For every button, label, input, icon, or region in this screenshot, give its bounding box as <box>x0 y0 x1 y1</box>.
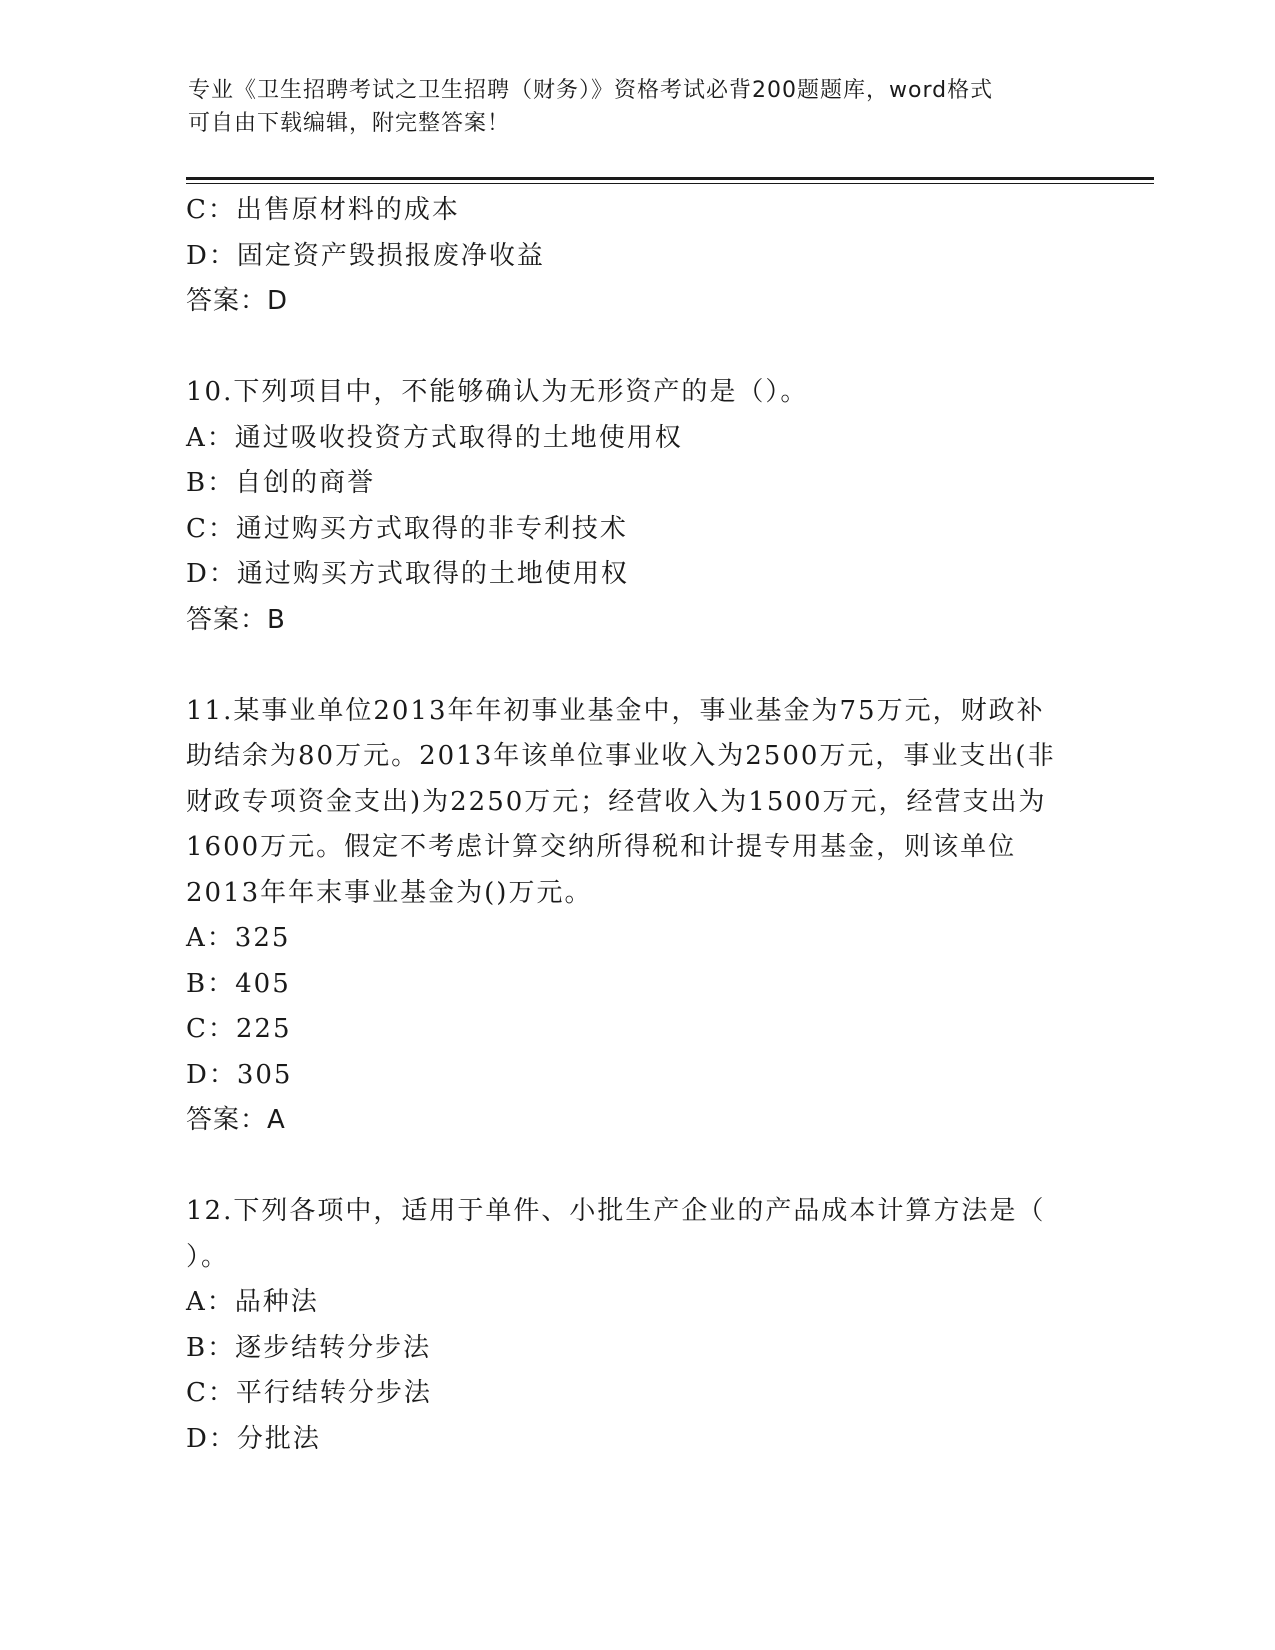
question-stem-line: 2013年年末事业基金为()万元。 <box>186 877 593 908</box>
answer-label: 答案：D <box>186 286 289 316</box>
question-stem-line: 1600万元。假定不考虑计算交纳所得税和计提专用基金，则该单位 <box>186 832 1017 862</box>
option-d: D：分批法 <box>186 1423 321 1454</box>
option-c: C：225 <box>186 1014 292 1044</box>
question-stem-line: 12.下列各项中，适用于单件、小批生产企业的产品成本计算方法是（ <box>186 1196 1046 1226</box>
option-b: B：自创的商誉 <box>186 468 376 498</box>
document-header <box>188 74 1068 140</box>
spacer <box>186 1144 1086 1190</box>
answer-label: 答案：A <box>186 1105 286 1135</box>
option-c: C：出售原材料的成本 <box>186 195 460 225</box>
spacer <box>186 643 1086 689</box>
question-list <box>186 188 1086 1462</box>
option-a: A：品种法 <box>186 1287 319 1317</box>
option-b: B：405 <box>186 968 291 999</box>
option-c: C：通过购买方式取得的非专利技术 <box>186 513 628 544</box>
question-stem-line: 11.某事业单位2013年年初事业基金中，事业基金为75万元，财政补 <box>186 695 1045 726</box>
answer-label: 答案：B <box>186 604 286 635</box>
header-divider-thin <box>186 183 1154 184</box>
option-d: D：通过购买方式取得的土地使用权 <box>186 559 629 589</box>
option-d: D：固定资产毁损报废净收益 <box>186 240 545 271</box>
spacer <box>186 325 1086 371</box>
option-a: A：通过吸收投资方式取得的土地使用权 <box>186 422 683 453</box>
question-stem: 10.下列项目中，不能够确认为无形资产的是（）。 <box>186 377 809 407</box>
question-11 <box>186 689 1086 1144</box>
header-divider-thick <box>186 177 1154 180</box>
question-stem-line: 财政专项资金支出)为2250万元；经营收入为1500万元，经营支出为 <box>186 786 1047 817</box>
question-10 <box>186 370 1086 643</box>
header-title-line-1: 专业《卫生招聘考试之卫生招聘（财务）》资格考试必背200题题库，word格式 <box>188 78 994 103</box>
question-12 <box>186 1189 1086 1462</box>
header-title-line-2: 可自由下载编辑，附完整答案！ <box>188 111 511 136</box>
question-stem-line: ）。 <box>186 1241 230 1272</box>
option-b: B：逐步结转分步法 <box>186 1332 432 1363</box>
question-9 <box>186 188 1086 325</box>
question-stem-line: 助结余为80万元。2013年该单位事业收入为2500万元，事业支出(非 <box>186 741 1056 771</box>
option-d: D：305 <box>186 1059 293 1090</box>
option-a: A：325 <box>186 923 291 953</box>
option-c: C：平行结转分步法 <box>186 1378 432 1408</box>
